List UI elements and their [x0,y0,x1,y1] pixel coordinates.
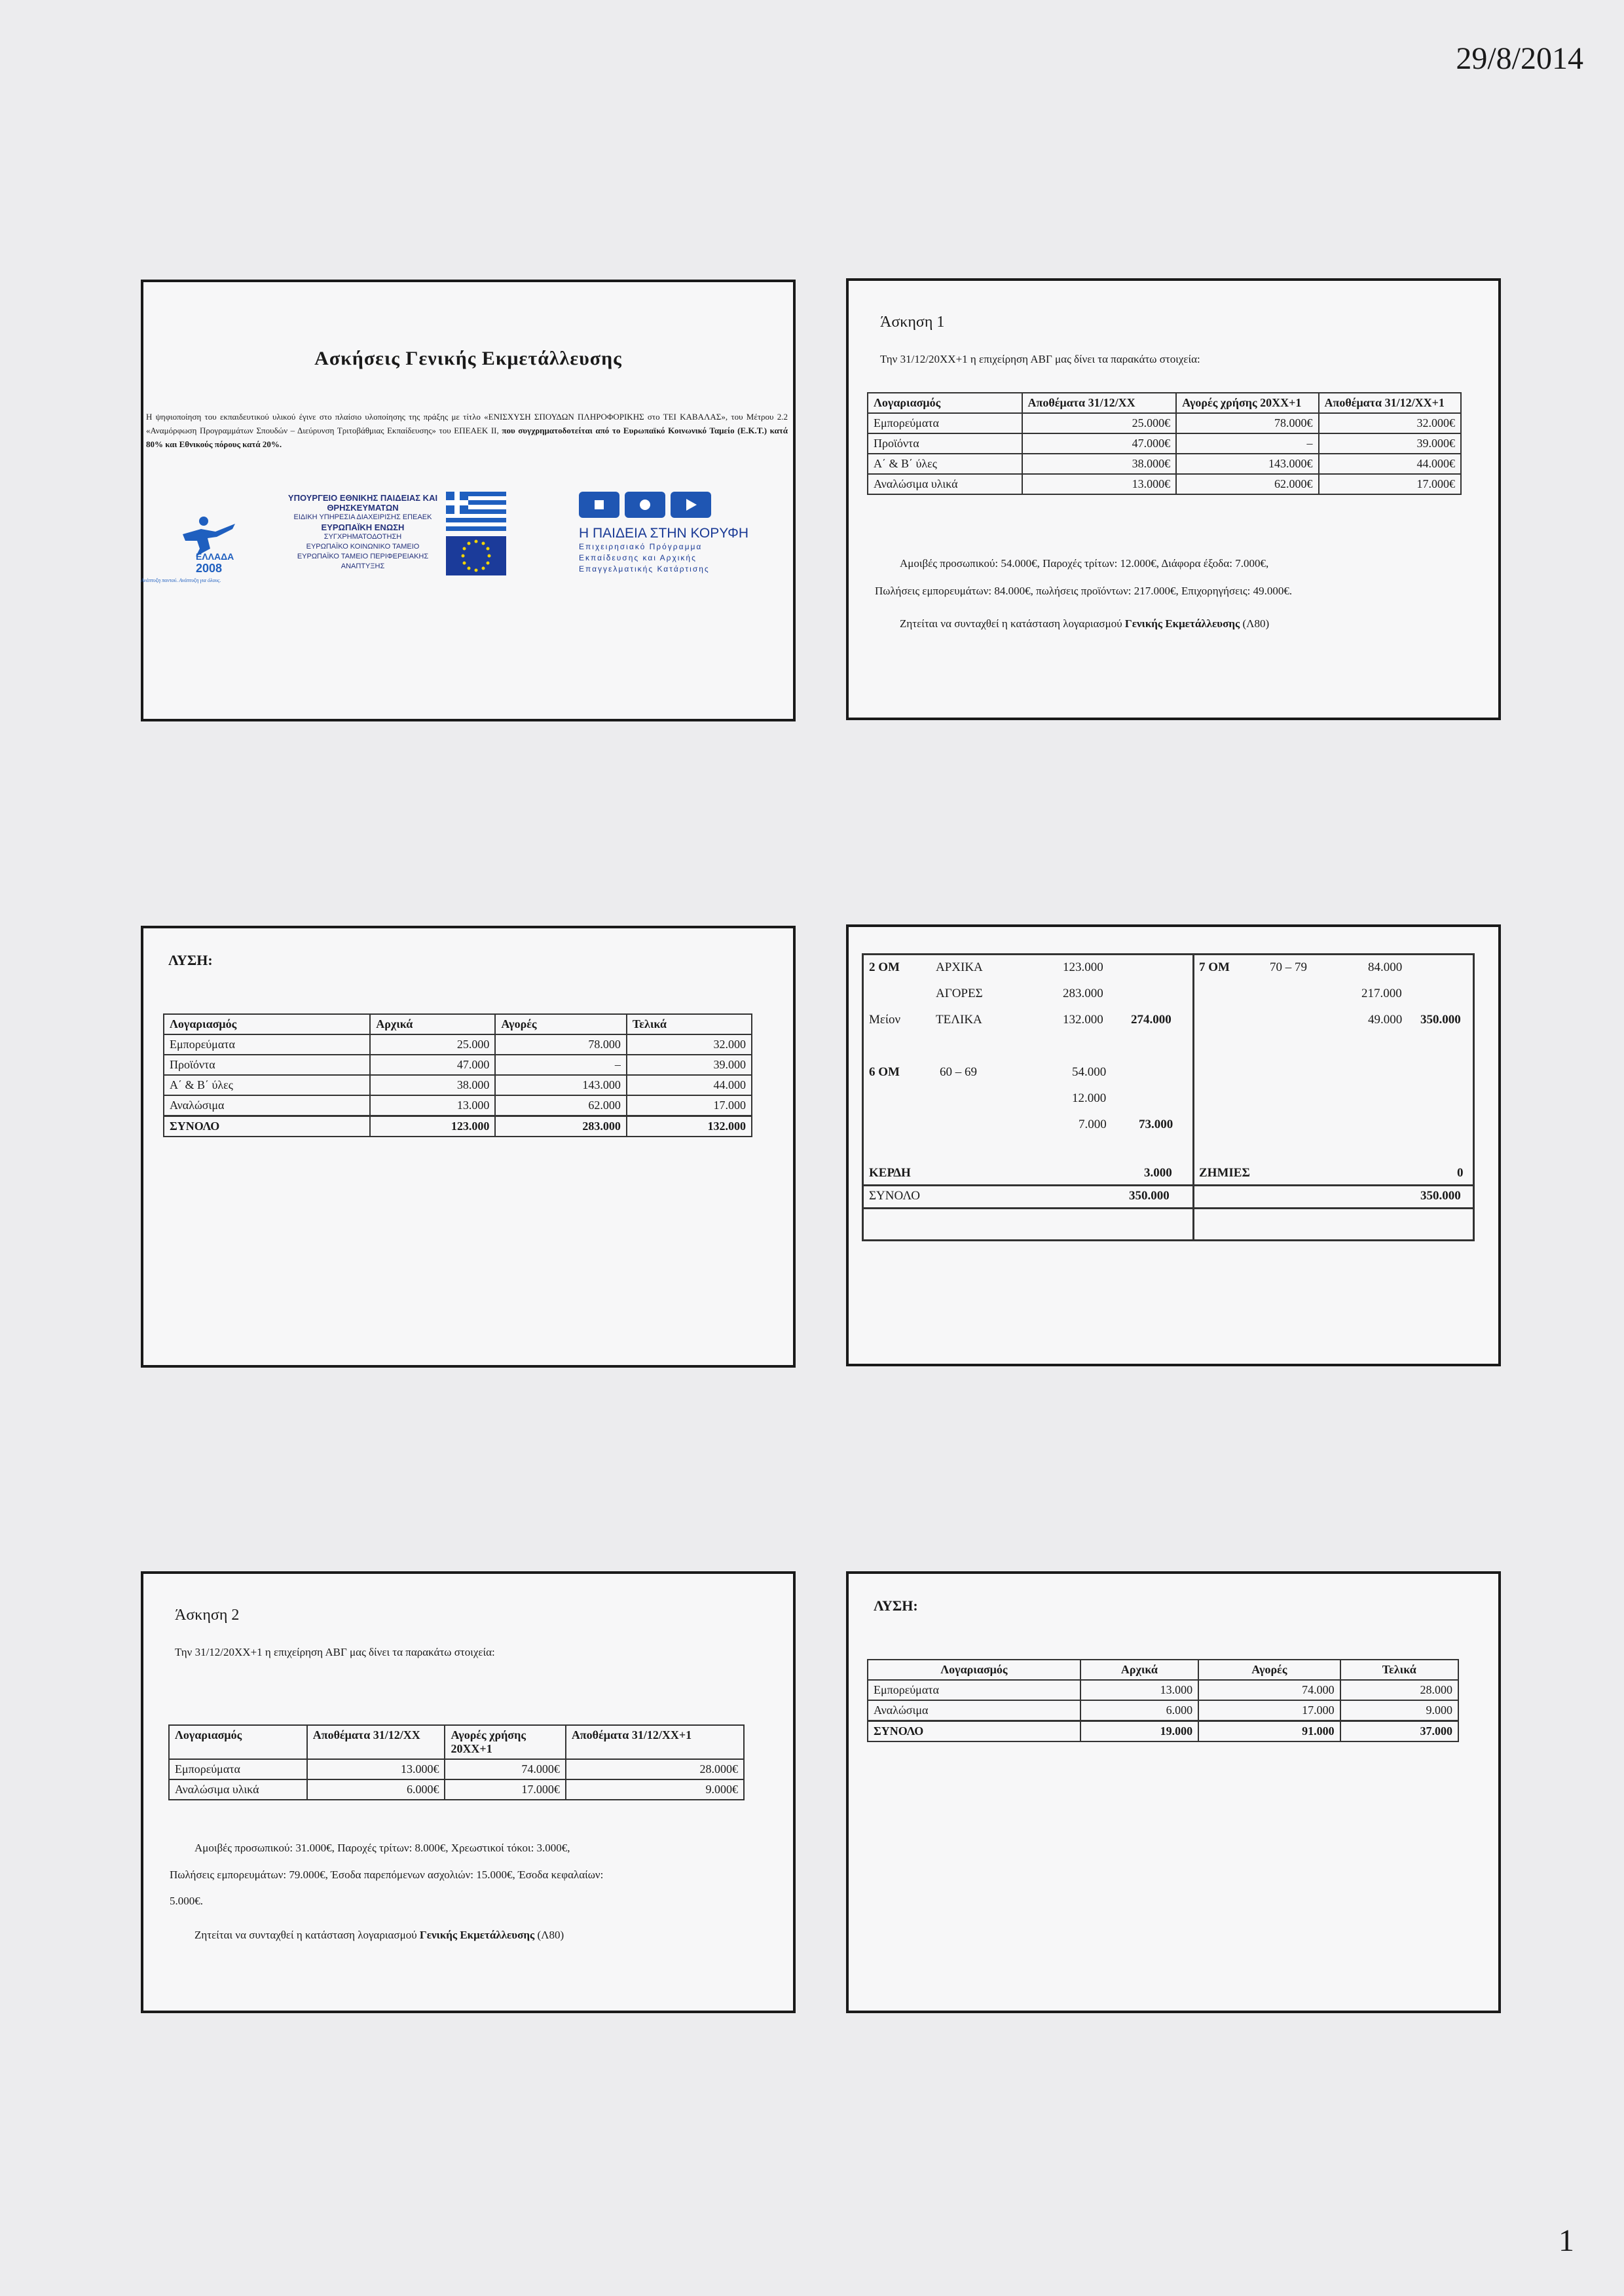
exercise-1-intro: Την 31/12/20ΧΧ+1 η επιχείρηση ΑΒΓ μας δίνει τα παρακάτω στοιχεία: [880,353,1200,365]
table-row [868,433,1461,454]
cell: 38.000 [370,1075,495,1095]
t-account [862,953,1475,1241]
exercise-2-revenues-cont: 5.000€. [170,1895,203,1907]
col-header-account: Λογαριασμός [868,393,1022,413]
cell: 17.000 [1198,1700,1340,1721]
table-row [164,1095,752,1116]
ministry-line-3: ΕΥΡΩΠΑΪΚΗ ΕΝΩΣΗ [321,522,405,532]
cell: Εμπορεύματα [868,1680,1080,1700]
slide-solution-1-table [141,926,796,1368]
table-row [164,1034,752,1055]
page-date: 29/8/2014 [1456,41,1583,76]
cell: Εμπορεύματα [164,1034,370,1055]
table-row [868,454,1461,474]
solution-1-heading: ΛΥΣΗ: [168,952,213,968]
flags-group [446,492,506,579]
cell: 19.000 [1080,1721,1198,1742]
cell: 47.000€ [1022,433,1177,454]
cell: 17.000 [627,1095,752,1116]
t-account-total-line [864,1207,1473,1209]
table-row [868,474,1461,494]
paideia-sub-3: Επαγγελματικής Κατάρτισης [579,564,710,574]
table-total-row [868,1721,1458,1742]
cell: 44.000€ [1319,454,1461,474]
logo-year-text: 2008 [196,562,223,575]
col-header-account: Λογαριασμός [169,1725,307,1759]
cell: Α΄ & Β΄ ύλες [164,1075,370,1095]
table-row [164,1075,752,1095]
om7-label: 7 ΟΜ [1199,960,1230,974]
arxika-value: 123.000 [1063,960,1103,974]
cell: Α΄ & Β΄ ύλες [868,454,1022,474]
ministry-credits [284,493,441,572]
cell: Αναλώσιμα υλικά [169,1779,307,1800]
table-row [169,1759,744,1779]
cell: 25.000 [370,1034,495,1055]
exercise-2-heading: Άσκηση 2 [175,1607,240,1624]
media-controls-icon [579,492,729,520]
table-row [868,1700,1458,1721]
cell: 143.000 [495,1075,627,1095]
exercise-1-revenues: Πωλήσεις εμπορευμάτων: 84.000€, πωλήσεις προϊόντων: 217.000€, Επιχορηγήσεις: 49.000€. [875,585,1293,597]
funding-notice-text: Η ψηφιοποίηση του εκπαιδευτικού υλικού έγινε στο πλαίσιο υλοποίησης της πράξης με τίτλο «ΕΝΙΣΧΥΣΗ ΣΠΟΥΔΩΝ ΠΛΗΡΟΦΟΡΙΚΗΣ στο ΤΕΙ ΚΑΒΑΛΑΣ», του Μέτρου 2.2 «Αναμόρφωση Προγραμμάτων Σπουδών – Διεύρυνση Τριτοβάθμιας Εκπαίδευσης» του ΕΠΕΑΕΚ ΙΙ, [146,412,788,435]
table-total-row [164,1116,752,1137]
cell: 9.000 [1340,1700,1458,1721]
slide-exercise-1 [846,278,1501,720]
cell: Εμπορεύματα [868,413,1022,433]
col-header-opening: Αποθέματα 31/12/ΧΧ [1022,393,1177,413]
ministry-line-1: ΥΠΟΥΡΓΕΙΟ ΕΘΝΙΚΗΣ ΠΑΙΔΕΙΑΣ ΚΑΙ ΘΡΗΣΚΕΥΜΑΤΩΝ [287,493,438,513]
col-header-purchases: Αγορές [495,1014,627,1034]
cell: 44.000 [627,1075,752,1095]
cell: – [1176,433,1318,454]
cell: 62.000 [495,1095,627,1116]
ministry-line-5: ΕΥΡΩΠΑΪΚΟ ΚΟΙΝΩΝΙΚΟ ΤΑΜΕΙΟ [306,543,420,551]
col-header-account: Λογαριασμός [164,1014,370,1034]
synolo-left-value: 350.000 [1129,1189,1170,1203]
exercise-2-intro: Την 31/12/20ΧΧ+1 η επιχείρηση ΑΒΓ μας δίνει τα παρακάτω στοιχεία: [175,1646,495,1658]
table-header-row [164,1014,752,1034]
paideia-title: Η ΠΑΙΔΕΙΑ ΣΤΗΝ ΚΟΡΥΦΗ [579,526,748,541]
om7-value-3: 49.000 [1368,1013,1403,1027]
om7-subtotal: 350.000 [1420,1013,1461,1027]
slide-solution-2-table [846,1571,1501,2013]
cell: 13.000 [1080,1680,1198,1700]
solution-2-table [867,1659,1459,1742]
col-header-purchases: Αγορές χρήσης 20ΧΧ+1 [445,1725,565,1759]
om2-label: 2 ΟΜ [869,960,900,974]
funding-notice-bold: που συγχρηματοδοτείται από το Ευρωπαϊκό Κοινωνικό Ταμείο (Ε.Κ.Τ.) κατά 80% και Εθνικούς πόρους κατά 20%. [146,426,788,449]
ministry-line-6: ΕΥΡΩΠΑΪΚΟ ΤΑΜΕΙΟ ΠΕΡΙΦΕΡΕΙΑΚΗΣ ΑΝΑΠΤΥΞΗΣ [297,553,429,570]
t-account-divider [1192,955,1194,1239]
t-account-profit-line [864,1184,1473,1186]
cell: Αναλώσιμα υλικά [868,474,1022,494]
cell: 6.000 [1080,1700,1198,1721]
om7-value-1: 84.000 [1368,960,1403,974]
cell: 13.000€ [1022,474,1177,494]
om6-value-1: 54.000 [1072,1065,1107,1079]
question-account: Γενικής Εκμετάλλευσης [1124,617,1240,630]
cell: – [495,1055,627,1075]
col-header-opening: Αρχικά [1080,1660,1198,1680]
cell: 17.000€ [445,1779,565,1800]
cell: 39.000€ [1319,433,1461,454]
synolo-label: ΣΥΝΟΛΟ [869,1189,921,1203]
ministry-line-4: ΣΥΓΧΡΗΜΑΤΟΔΟΤΗΣΗ [323,533,402,541]
exercise-1-heading: Άσκηση 1 [880,314,945,331]
cell: 123.000 [370,1116,495,1137]
question-text: Ζητείται να συνταχθεί η κατάσταση λογαριασμού [900,617,1122,630]
om6-label: 6 ΟΜ [869,1065,900,1079]
cell: 32.000€ [1319,413,1461,433]
question-text: Ζητείται να συνταχθεί η κατάσταση λογαριασμού [194,1929,417,1941]
exercise-2-expenses: Αμοιβές προσωπικού: 31.000€, Παροχές τρίτων: 8.000€, Χρεωστικοί τόκοι: 3.000€, [194,1842,570,1854]
cell: 283.000 [495,1116,627,1137]
col-header-purchases: Αγορές χρήσης 20ΧΧ+1 [1176,393,1318,413]
zimies-value: 0 [1457,1166,1464,1180]
slide-solution-1-account [846,924,1501,1366]
table-row [868,413,1461,433]
exercise-2-revenues: Πωλήσεις εμπορευμάτων: 79.000€, Έσοδα παρεπόμενων ασχολιών: 15.000€, Έσοδα κεφαλαίων: [170,1868,604,1881]
cell: 13.000€ [307,1759,445,1779]
cell: 74.000€ [445,1759,565,1779]
question-code: (Λ80) [1242,617,1270,630]
col-header-closing: Τελικά [627,1014,752,1034]
om7-range: 70 – 79 [1270,960,1307,974]
paideia-sub-1: Επιχειρησιακό Πρόγραμμα [579,542,703,551]
ministry-line-2: ΕΙΔΙΚΗ ΥΠΗΡΕΣΙΑ ΔΙΑΧΕΙΡΙΣΗΣ ΕΠΕΑΕΚ [293,513,432,521]
cell: Αναλώσιμα [164,1095,370,1116]
col-header-purchases: Αγορές [1198,1660,1340,1680]
cell: Προϊόντα [164,1055,370,1075]
kerdi-value: 3.000 [1144,1166,1172,1180]
page-number: 1 [1559,2223,1574,2258]
slide-title [141,280,796,721]
table-row [868,1680,1458,1700]
cell: Εμπορεύματα [169,1759,307,1779]
exercise-1-expenses: Αμοιβές προσωπικού: 54.000€, Παροχές τρίτων: 12.000€, Διάφορα έξοδα: 7.000€, [900,557,1269,570]
cell: 28.000 [1340,1680,1458,1700]
synolo-right-value: 350.000 [1420,1189,1461,1203]
solution-1-table [163,1013,752,1137]
zimies-label: ΖΗΜΙΕΣ [1199,1166,1250,1180]
table-row [169,1779,744,1800]
greece-2008-logo [141,515,243,587]
om7-value-2: 217.000 [1361,987,1402,1000]
solution-2-heading: ΛΥΣΗ: [874,1597,918,1614]
cell: 74.000 [1198,1680,1340,1700]
cell: 17.000€ [1319,474,1461,494]
table-header-row [169,1725,744,1759]
arxika-label: ΑΡΧΙΚΑ [936,960,983,974]
om2-subtotal: 274.000 [1131,1013,1172,1027]
table-row [164,1055,752,1075]
col-header-opening: Αποθέματα 31/12/ΧΧ [307,1725,445,1759]
greek-flag-icon [446,492,506,575]
cell: 38.000€ [1022,454,1177,474]
col-header-closing: Αποθέματα 31/12/ΧΧ+1 [566,1725,744,1759]
exercise-2-question [194,1927,564,1943]
om6-value-3: 7.000 [1079,1118,1107,1131]
om6-value-2: 12.000 [1072,1091,1107,1105]
cell: 25.000€ [1022,413,1177,433]
col-header-account: Λογαριασμός [868,1660,1080,1680]
cell: 91.000 [1198,1721,1340,1742]
cell: 132.000 [627,1116,752,1137]
cell: ΣΥΝΟΛΟ [164,1116,370,1137]
cell: ΣΥΝΟΛΟ [868,1721,1080,1742]
table-header-row [868,1660,1458,1680]
om6-range: 60 – 69 [940,1065,977,1079]
meion-label: Μείον [869,1013,901,1027]
exercise-1-question [900,616,1269,632]
kerdi-label: ΚΕΡΔΗ [869,1166,911,1180]
cell: 37.000 [1340,1721,1458,1742]
agores-label: ΑΓΟΡΕΣ [936,987,983,1000]
cell: 62.000€ [1176,474,1318,494]
cell: 143.000€ [1176,454,1318,474]
exercise-2-table [168,1724,745,1800]
agores-value: 283.000 [1063,987,1103,1000]
col-header-closing: Τελικά [1340,1660,1458,1680]
cell: 28.000€ [566,1759,744,1779]
table-header-row [868,393,1461,413]
cell: 13.000 [370,1095,495,1116]
paideia-logo [579,492,748,575]
cell: Προϊόντα [868,433,1022,454]
slide-title-heading: Ασκήσεις Γενικής Εκμετάλλευσης [314,348,622,369]
cell: 9.000€ [566,1779,744,1800]
exercise-1-table [867,392,1462,495]
cell: 78.000 [495,1034,627,1055]
col-header-opening: Αρχικά [370,1014,495,1034]
funding-notice [146,410,788,451]
cell: 32.000 [627,1034,752,1055]
telika-value: 132.000 [1063,1013,1103,1027]
cell: Αναλώσιμα [868,1700,1080,1721]
logo-country-text: ΕΛΛΑΔΑ [196,551,234,562]
logo-caption: Ανάπτυξη παντού. Ανάπτυξη για όλους. [141,577,221,583]
cell: 39.000 [627,1055,752,1075]
telika-label: ΤΕΛΙΚΑ [936,1013,982,1027]
om6-subtotal: 73.000 [1139,1118,1173,1131]
cell: 78.000€ [1176,413,1318,433]
cell: 6.000€ [307,1779,445,1800]
question-account: Γενικής Εκμετάλλευσης [419,1929,535,1941]
slide-exercise-2 [141,1571,796,2013]
question-code: (Λ80) [537,1929,564,1941]
col-header-closing: Αποθέματα 31/12/ΧΧ+1 [1319,393,1461,413]
cell: 47.000 [370,1055,495,1075]
paideia-sub-2: Εκπαίδευσης και Αρχικής [579,553,697,562]
